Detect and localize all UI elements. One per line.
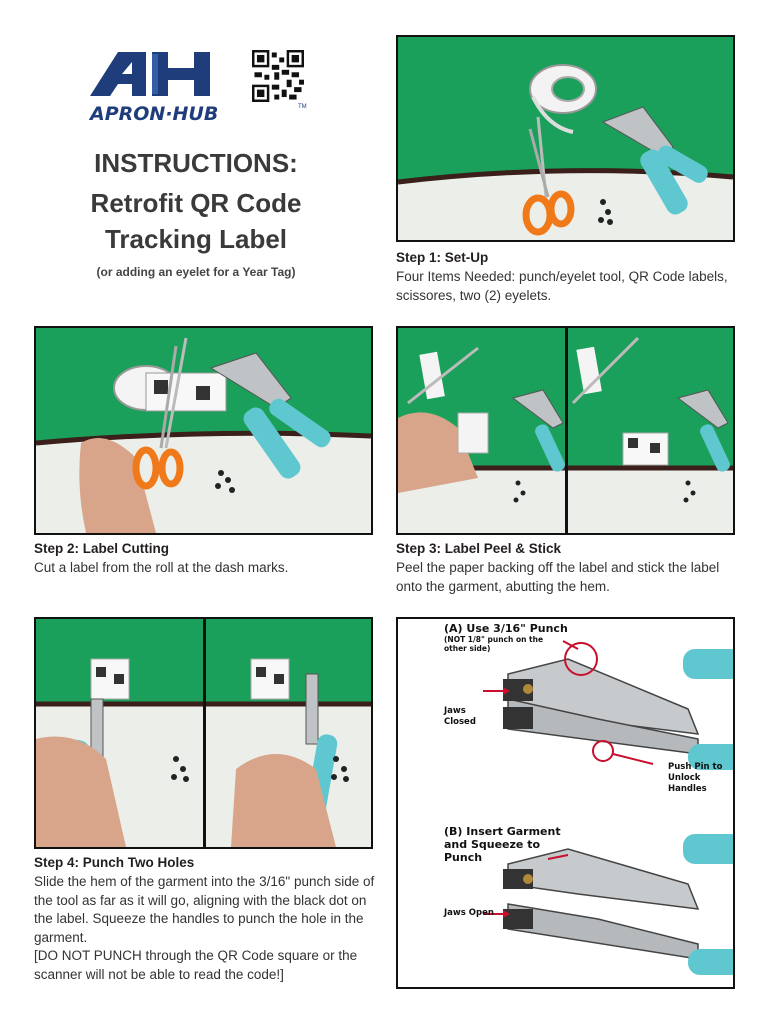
step-3-title: Step 3: Label Peel & Stick (396, 541, 562, 556)
photo-divider (565, 328, 568, 533)
diagram-label-jaws-closed: Jaws Closed (444, 706, 476, 727)
trademark-mark: TM (298, 104, 307, 110)
punch-tool-diagram (396, 617, 735, 989)
page-subtitle: (or adding an eyelet for a Year Tag) (96, 265, 296, 279)
step-3-photo (396, 326, 735, 535)
page-title-line-1: INSTRUCTIONS: (94, 148, 298, 178)
step-3-body: Peel the paper backing off the label and stick the label onto the garment, abutting the hem. (396, 560, 720, 594)
step-1-title: Step 1: Set-Up (396, 250, 489, 265)
page-title-line-2: Retrofit QR Code (90, 188, 302, 218)
diagram-label-push-pin: Push Pin to Unlock Handles (668, 762, 723, 794)
page-title-line-3: Tracking Label (104, 224, 288, 254)
step-2-body: Cut a label from the roll at the dash marks. (34, 560, 289, 575)
diagram-label-b: (B) Insert Garment and Squeeze to Punch (444, 825, 561, 864)
step-2-photo (34, 326, 373, 535)
step-4-body (34, 873, 379, 984)
diagram-label-a: (A) Use 3/16" Punch (444, 622, 568, 635)
diagram-label-a-note: (NOT 1/8" punch on the other side) (444, 635, 544, 653)
photo-divider (203, 619, 206, 847)
step-1-photo (396, 35, 735, 242)
step-4-photo (34, 617, 373, 849)
step-1-body: Four Items Needed: punch/eyelet tool, QR Code labels, scissores, two (2) eyelets. (396, 269, 728, 303)
step-4-instructions: Slide the hem of the garment into the 3/16" punch side of the tool as far as it will go, aligning with the black dot on the label. Squeeze the handles to punch the hole in the garment. (34, 874, 375, 945)
step-2-title: Step 2: Label Cutting (34, 541, 169, 556)
step-4-title: Step 4: Punch Two Holes (34, 855, 195, 870)
logo-wordmark: APRON·HUB (90, 103, 219, 124)
qr-code-icon (252, 50, 304, 102)
diagram-label-jaws-open: Jaws Open (444, 908, 494, 918)
step-4-warning: [DO NOT PUNCH through the QR Code square or the scanner will not be able to read the code!] (34, 948, 358, 982)
